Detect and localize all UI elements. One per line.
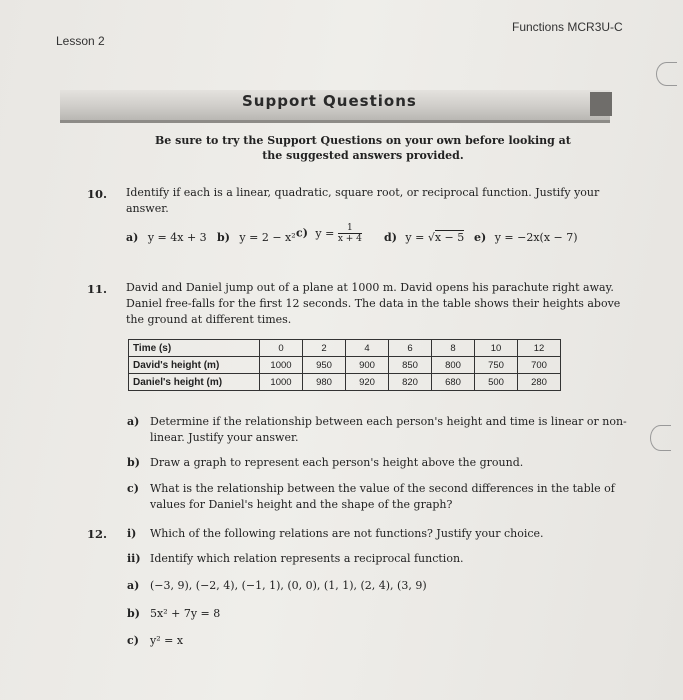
table-row-daniel (129, 374, 561, 391)
q12-b-label: b) (127, 607, 140, 620)
q12-ii-text: Identify which relation represents a reciprocal function. (150, 552, 464, 565)
row-header: Time (s) (129, 340, 260, 357)
question-10-number: 10. (87, 187, 108, 201)
row-header: David's height (m) (129, 357, 260, 374)
question-12-number: 12. (87, 527, 108, 541)
q12-ii-label: ii) (127, 552, 141, 565)
q11-c-label: c) (127, 482, 139, 495)
table-row-david (129, 357, 561, 374)
question-11-prompt (126, 280, 620, 328)
q10-a-expression: y = 4x + 3 (147, 231, 207, 244)
table-cell: 6 (389, 340, 432, 357)
intro-line-1: Be sure to try the Support Questions on your own before looking at (155, 134, 571, 147)
q11-a-line-1: Determine if the relationship between each person's height and time is linear or non- (150, 415, 627, 428)
q11-c-line-2: values for Daniel's height and the shape of the graph? (150, 498, 453, 511)
q10-part-a (126, 230, 207, 246)
intro-line-2: the suggested answers provided. (262, 149, 464, 162)
table-cell: 500 (475, 374, 518, 391)
banner-end-cap (590, 92, 612, 116)
table-cell: 980 (303, 374, 346, 391)
q12-a-label: a) (127, 579, 140, 592)
q10-d-label: d) (384, 231, 397, 244)
q12-c-label: c) (127, 634, 139, 647)
q12-b-text: 5x² + 7y = 8 (150, 607, 221, 620)
table-cell: 850 (389, 357, 432, 374)
question-10-line-2: answer. (126, 202, 169, 215)
q12-c-text: y² = x (150, 634, 184, 647)
table-cell: 680 (432, 374, 475, 391)
q10-c-numerator: 1 (338, 223, 362, 234)
q10-b-label: b) (217, 231, 230, 244)
q10-part-b (217, 230, 296, 246)
q12-i-label: i) (127, 527, 137, 540)
q11-c-text (150, 481, 615, 513)
q10-part-c (296, 223, 362, 244)
q11-b-label: b) (127, 456, 140, 469)
table-cell: 900 (346, 357, 389, 374)
question-11-line-3: the ground at different times. (126, 313, 292, 326)
table-cell: 1000 (260, 357, 303, 374)
table-cell: 1000 (260, 374, 303, 391)
table-cell: 2 (303, 340, 346, 357)
table-cell: 950 (303, 357, 346, 374)
q10-c-prefix: y = (315, 226, 335, 240)
table-cell: 10 (475, 340, 518, 357)
lesson-label: Lesson 2 (56, 34, 105, 48)
table-cell: 820 (389, 374, 432, 391)
q10-b-expression: y = 2 − x² (239, 231, 296, 244)
question-10-prompt (126, 185, 599, 217)
q10-d-prefix: y = (405, 231, 425, 244)
q11-a-label: a) (127, 415, 140, 428)
q10-e-expression: y = −2x(x − 7) (494, 231, 578, 244)
table-cell: 0 (260, 340, 303, 357)
row-header: Daniel's height (m) (129, 374, 260, 391)
q10-e-label: e) (474, 231, 487, 244)
margin-pencil-mark (656, 62, 677, 86)
q10-part-d (384, 230, 464, 246)
q11-a-line-2: linear. Justify your answer. (150, 431, 299, 444)
q12-i-text: Which of the following relations are not functions? Justify your choice. (150, 527, 544, 540)
table-cell: 12 (518, 340, 561, 357)
q10-c-denominator: x + 4 (337, 234, 362, 244)
q10-d-radicand: x − 5 (434, 231, 465, 244)
intro-note (155, 133, 571, 163)
table-cell: 280 (518, 374, 561, 391)
height-data-table (128, 339, 561, 391)
table-cell: 920 (346, 374, 389, 391)
question-11-line-2: Daniel free-falls for the first 12 seconds. The data in the table shows their heights above (126, 297, 621, 310)
q11-a-text (150, 414, 627, 446)
q11-c-line-1: What is the relationship between the value of the second differences in the table of (150, 482, 615, 495)
question-11-number: 11. (87, 282, 108, 296)
table-cell: 800 (432, 357, 475, 374)
table-cell: 8 (432, 340, 475, 357)
q10-part-e (474, 230, 578, 246)
table-cell: 700 (518, 357, 561, 374)
table-row-time (129, 340, 561, 357)
course-code: Functions MCR3U-C (512, 20, 623, 34)
question-10-line-1: Identify if each is a linear, quadratic, square root, or reciprocal function. Justify your (126, 186, 600, 199)
q10-d-sqrt-sign: √ (427, 231, 435, 244)
q10-a-label: a) (126, 231, 139, 244)
q10-c-label: c) (296, 226, 308, 240)
question-11-line-1: David and Daniel jump out of a plane at 1000 m. David opens his parachute right away. (126, 281, 614, 294)
q12-a-text: (−3, 9), (−2, 4), (−1, 1), (0, 0), (1, 1), (2, 4), (3, 9) (150, 579, 427, 592)
q11-b-text: Draw a graph to represent each person's height above the ground. (150, 456, 524, 469)
q10-c-fraction (338, 223, 362, 244)
table-cell: 4 (346, 340, 389, 357)
table-cell: 750 (475, 357, 518, 374)
margin-pencil-mark (650, 425, 671, 451)
section-title: Support Questions (242, 92, 417, 110)
